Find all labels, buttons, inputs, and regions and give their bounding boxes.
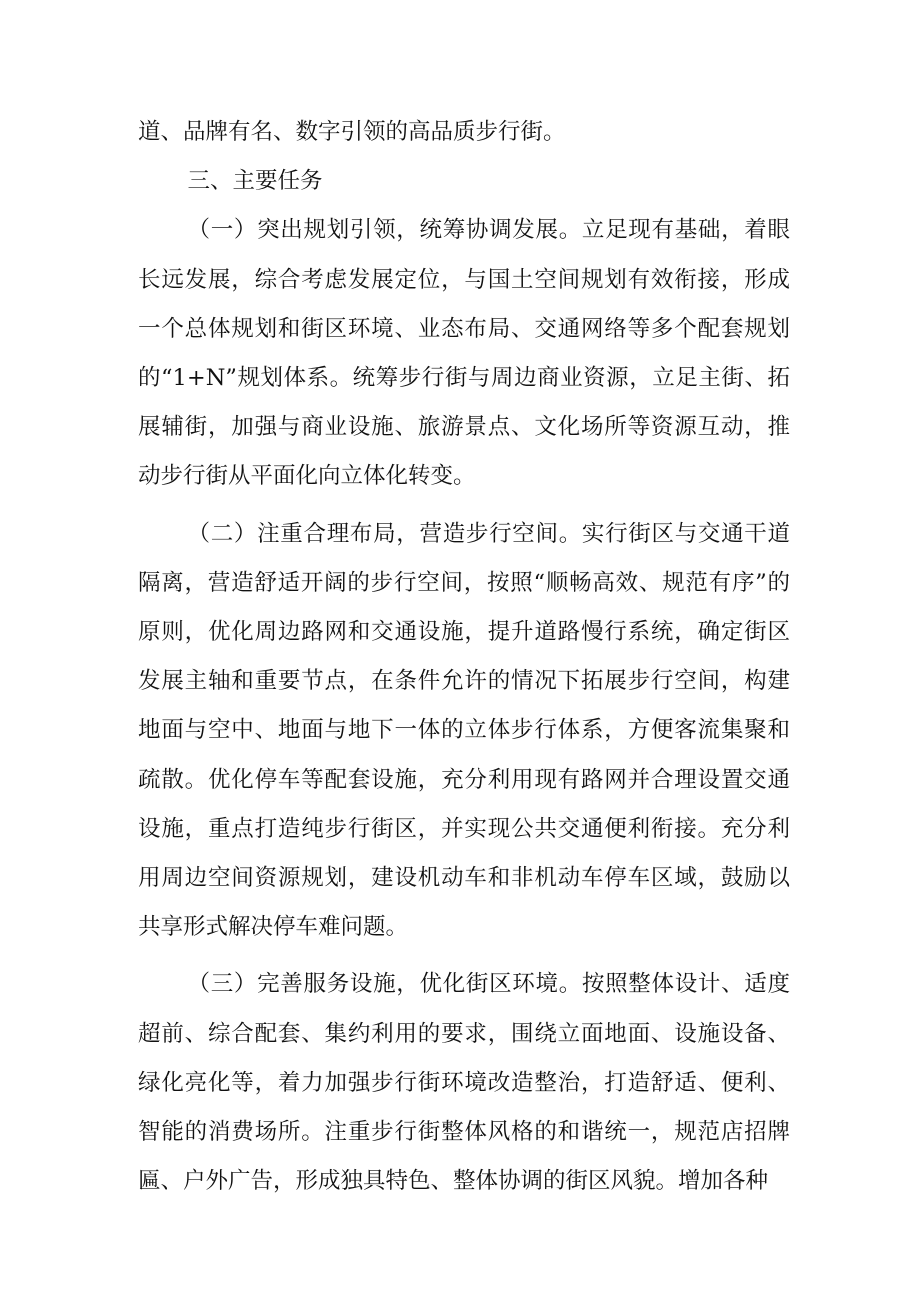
paragraph-task-3: （三）完善服务设施，优化街区环境。按照整体设计、适度超前、综合配套、集约利用的要求，围绕立面地面、设施设备、绿化亮化等，着力加强步行街环境改造整治，打造舒适、便利、智能的消费场所。注重步行街整体风格的和谐统一，规范店招牌匾、户外广告，形成独具特色、整体协调的街区风貌。增加各种 <box>138 971 790 1195</box>
document-body <box>138 108 790 1206</box>
paragraph-task-2: （二）注重合理布局，营造步行空间。实行街区与交通干道隔离，营造舒适开阔的步行空间，按照“顺畅高效、规范有序”的原则，优化周边路网和交通设施，提升道路慢行系统，确定街区发展主轴和重要节点，在条件允许的情况下拓展步行空间，构建地面与空中、地面与地下一体的立体步行体系，方便客流集聚和疏散。优化停车等配套设施，充分利用现有路网并合理设置交通设施，重点打造纯步行街区，并实现公共交通便利衔接。充分利用周边空间资源规划，建设机动车和非机动车停车区域，鼓励以共享形式解决停车难问题。 <box>138 520 790 941</box>
paragraph-task-1: （一）突出规划引领，统筹协调发展。立足现有基础，着眼长远发展，综合考虑发展定位，与国土空间规划有效衔接，形成一个总体规划和街区环境、业态布局、交通网络等多个配套规划的“1+N”规划体系。统筹步行街与周边商业资源，立足主街、拓展辅街，加强与商业设施、旅游景点、文化场所等资源互动，推动步行街从平面化向立体化转变。 <box>138 217 790 490</box>
paragraph-intro-tail: 道、品牌有名、数字引领的高品质步行街。 <box>138 119 566 145</box>
section-heading: 三、主要任务 <box>187 168 323 195</box>
